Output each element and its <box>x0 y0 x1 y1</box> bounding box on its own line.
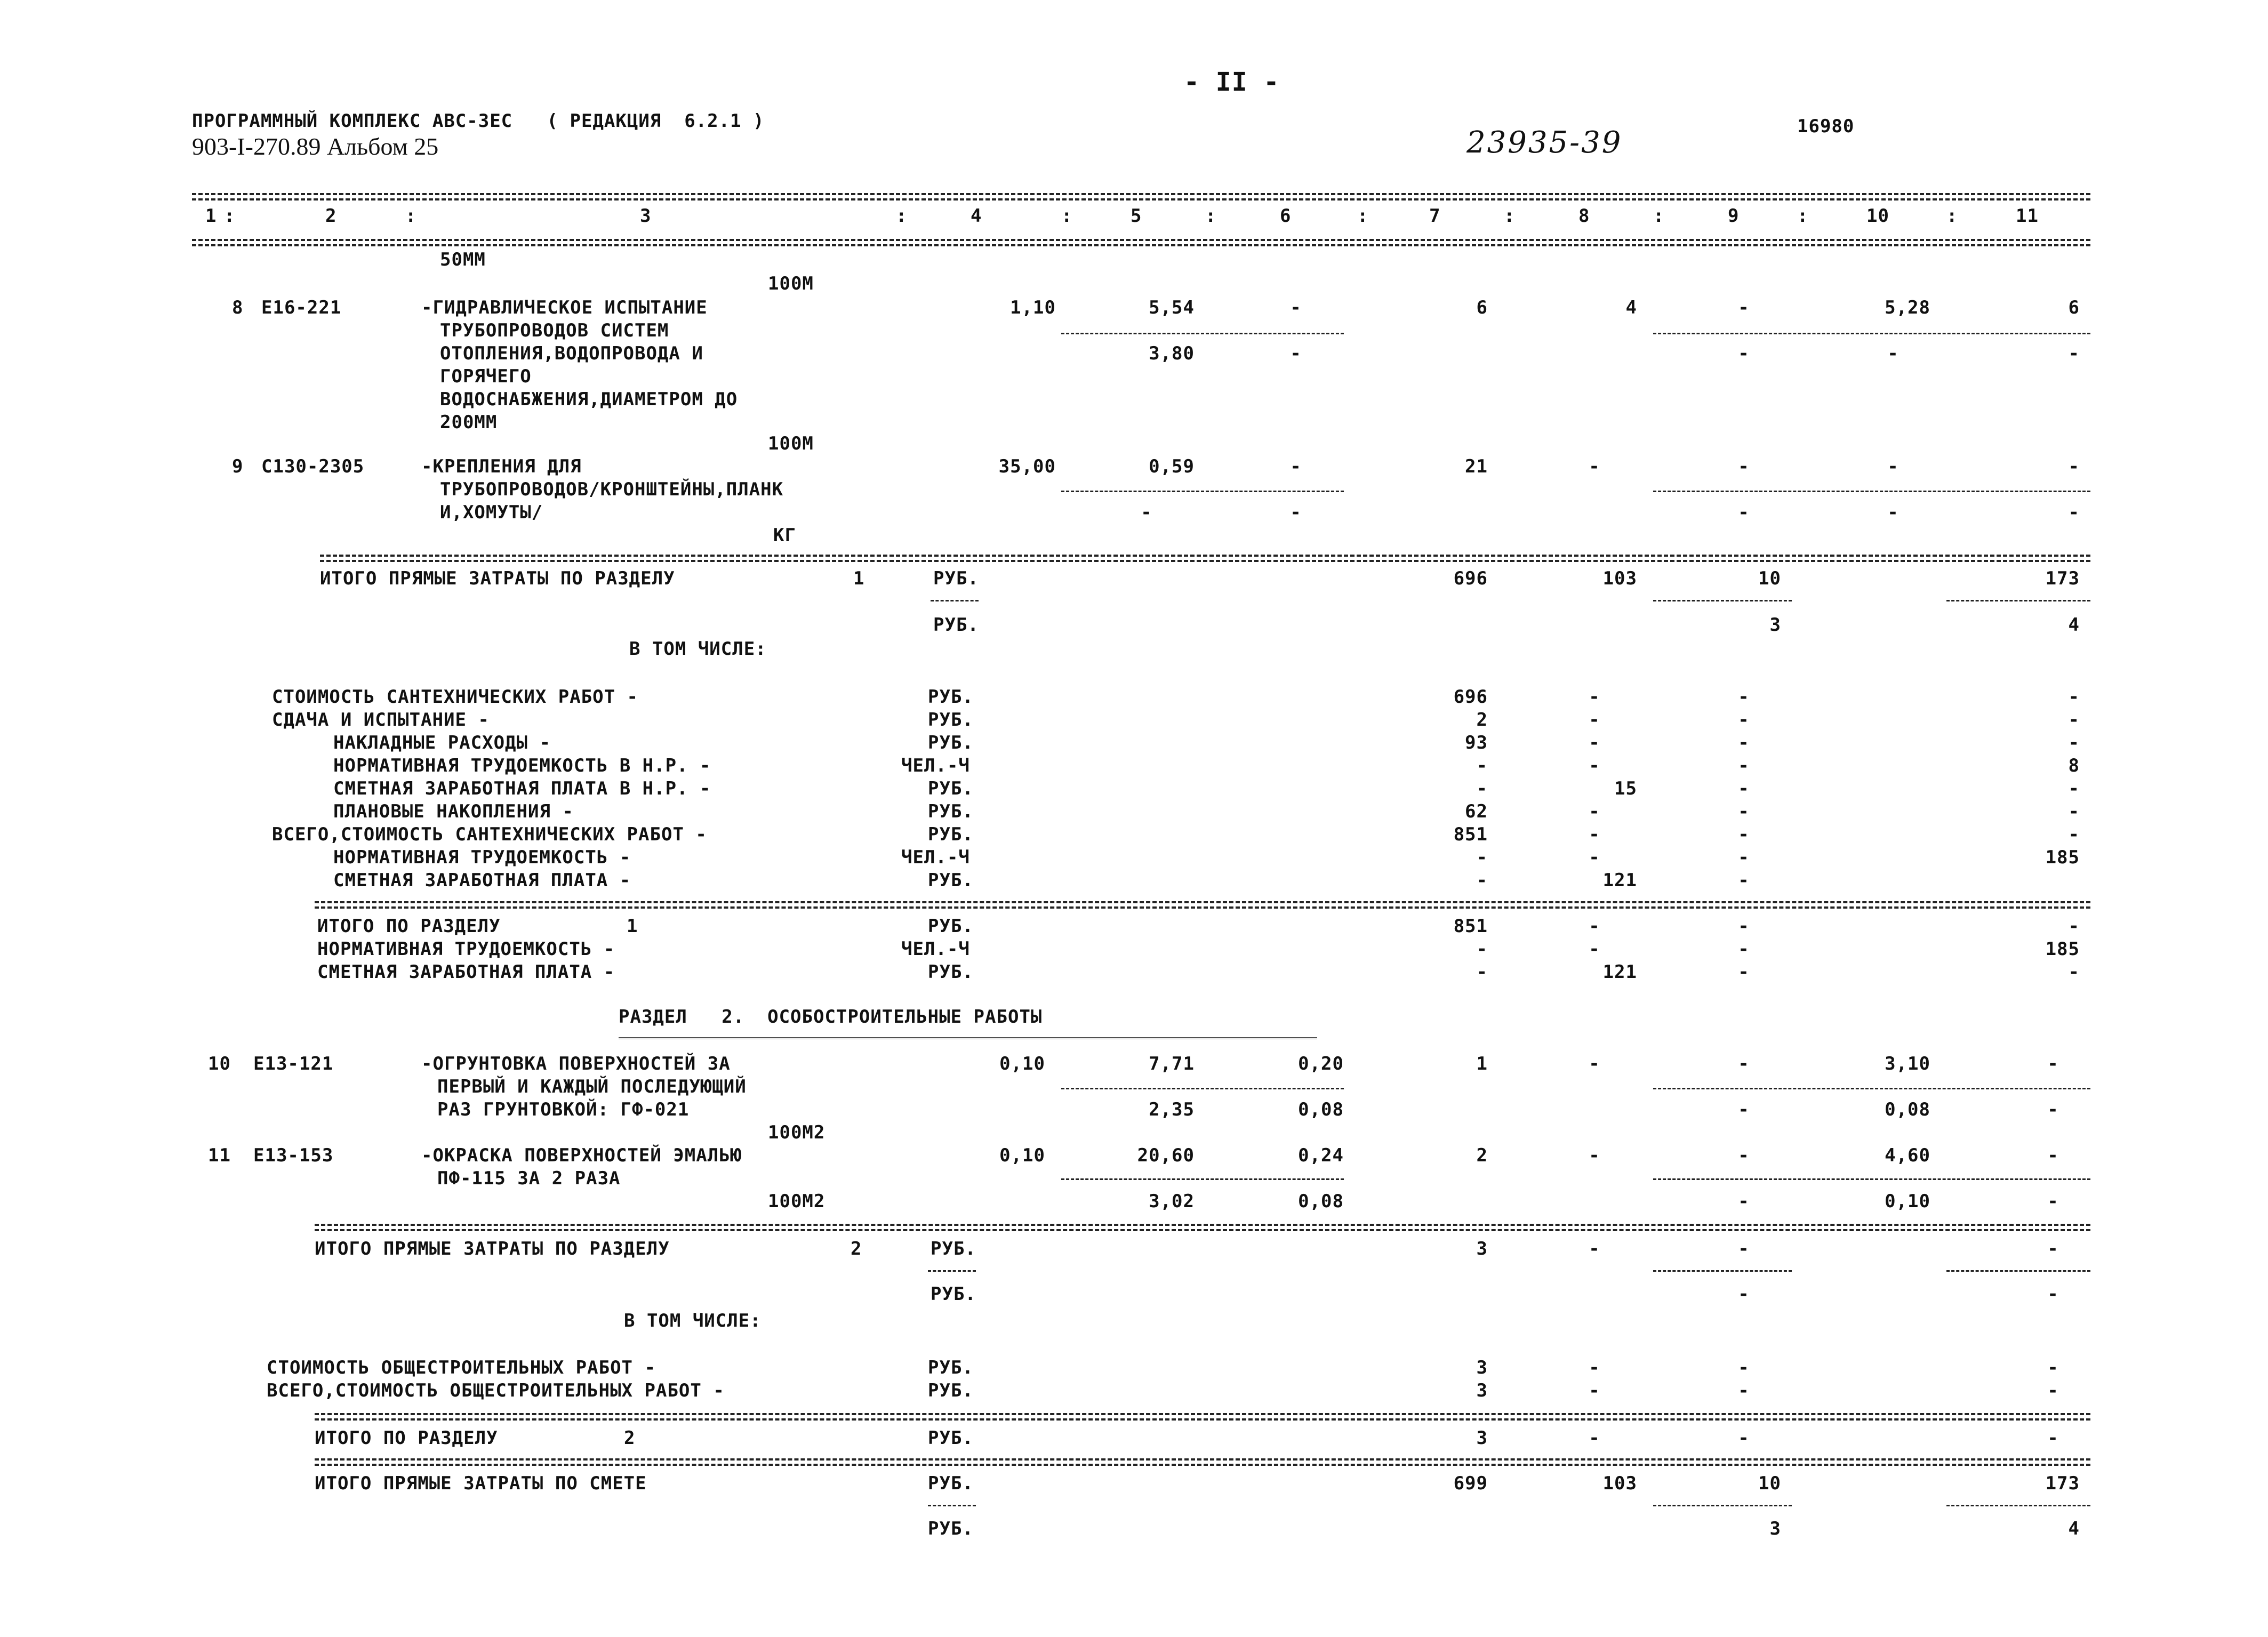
cell-c6-sub: - <box>1290 502 1302 523</box>
cell-c11: - <box>2047 1238 2059 1259</box>
cell-c11: - <box>2068 801 2080 822</box>
item-code: С130-2305 <box>261 456 365 477</box>
cell-c7: 3 <box>1476 1427 1488 1449</box>
cell-c10-sub: 0,08 <box>1885 1099 1930 1120</box>
cell-c10: - <box>1887 456 1899 477</box>
cell-c7: 93 <box>1465 732 1488 753</box>
cell-c11-sub: - <box>2047 1283 2059 1305</box>
cell-c11-sub: - <box>2068 343 2080 364</box>
cell-c8: - <box>1589 1238 1600 1259</box>
cell-c4: 0,10 <box>999 1145 1045 1166</box>
header-rule-bottom <box>192 239 2090 241</box>
cell-c7: - <box>1476 755 1488 776</box>
item-name-line: ТРУБОПРОВОДОВ/КРОНШТЕЙНЫ,ПЛАНК <box>440 479 784 500</box>
unit-label: РУБ. <box>928 709 974 731</box>
section-number: 1 <box>627 916 638 937</box>
breakdown-label: СТОИМОСТЬ САНТЕХНИЧЕСКИХ РАБОТ - <box>272 686 639 708</box>
cell-c8: - <box>1589 1053 1600 1074</box>
cell-c9: - <box>1738 916 1750 937</box>
cell-c4: 0,10 <box>999 1053 1045 1074</box>
cell-c8: - <box>1589 801 1600 822</box>
col-header-9: 9 <box>1728 205 1740 227</box>
unit-label: РУБ. <box>933 568 979 589</box>
cell-c11: - <box>2068 732 2080 753</box>
cell-c5-sub: 3,80 <box>1149 343 1195 364</box>
subtotal-rule <box>1061 1088 1344 1089</box>
cell-c11: - <box>2068 824 2080 845</box>
cell-c7: 696 <box>1453 686 1488 708</box>
including-label: В ТОМ ЧИСЛЕ: <box>629 638 767 660</box>
item-name-line: -ОГРУНТОВКА ПОВЕРХНОСТЕЙ ЗА <box>421 1053 731 1074</box>
cell-c7: 851 <box>1453 916 1488 937</box>
cell-c6: 0,20 <box>1298 1053 1344 1074</box>
cell-c11: - <box>2068 778 2080 799</box>
cell-c8: - <box>1589 847 1600 868</box>
unit-label: РУБ. <box>928 961 974 983</box>
item-number: 10 <box>208 1053 231 1074</box>
subtotal-rule <box>1653 1270 1792 1272</box>
section-title: РАЗДЕЛ 2. ОСОБОСТРОИТЕЛЬНЫЕ РАБОТЫ <box>619 1006 1043 1028</box>
item-unit: 100М <box>768 273 814 294</box>
col-sep: : <box>1061 205 1073 227</box>
cell-c8: 4 <box>1625 297 1637 318</box>
cell-c8: 103 <box>1602 1473 1637 1494</box>
cell-c6-sub: 0,08 <box>1298 1099 1344 1120</box>
breakdown-label: СМЕТНАЯ ЗАРАБОТНАЯ ПЛАТА В Н.Р. - <box>333 778 711 799</box>
cell-c9: - <box>1738 801 1750 822</box>
unit-label: РУБ. <box>928 1380 974 1401</box>
breakdown-label: НОРМАТИВНАЯ ТРУДОЕМКОСТЬ В Н.Р. - <box>333 755 711 776</box>
cell-c11-sub: 4 <box>2068 1518 2080 1539</box>
cell-c7: 6 <box>1476 297 1488 318</box>
cell-c9-sub: - <box>1738 1191 1750 1212</box>
cell-c9: - <box>1738 1053 1750 1074</box>
unit-rule <box>928 1505 976 1506</box>
item-name-line: РАЗ ГРУНТОВКОЙ: ГФ-021 <box>437 1099 690 1120</box>
cell-c9-sub: - <box>1738 1283 1750 1305</box>
cell-c8: - <box>1589 938 1600 960</box>
cell-c9: 10 <box>1758 568 1781 589</box>
unit-label: РУБ. <box>931 1283 976 1305</box>
cell-c5-sub: 2,35 <box>1149 1099 1195 1120</box>
cell-c9: - <box>1738 847 1750 868</box>
item-name-line: ПЕРВЫЙ И КАЖДЫЙ ПОСЛЕДУЮЩИЙ <box>437 1076 747 1097</box>
breakdown-label: СТОИМОСТЬ ОБЩЕСТРОИТЕЛЬНЫХ РАБОТ - <box>267 1357 656 1378</box>
unit-label: ЧЕЛ.-Ч <box>901 938 970 960</box>
item-unit: КГ <box>773 525 796 546</box>
cell-c11: - <box>2068 916 2080 937</box>
item-name-line: ПФ-115 ЗА 2 РАЗА <box>437 1168 621 1189</box>
section-rule-2 <box>315 1464 2090 1466</box>
subtotal-rule <box>1946 1505 2090 1506</box>
cell-c9: - <box>1738 1145 1750 1166</box>
breakdown-label: ВСЕГО,СТОИМОСТЬ ОБЩЕСТРОИТЕЛЬНЫХ РАБОТ - <box>267 1380 725 1401</box>
unit-label: РУБ. <box>928 778 974 799</box>
cell-c5-sub: - <box>1141 502 1152 523</box>
cell-c7: - <box>1476 938 1488 960</box>
cell-c6: - <box>1290 456 1302 477</box>
item-name-line: -КРЕПЛЕНИЯ ДЛЯ <box>421 456 582 477</box>
unit-label: РУБ. <box>928 916 974 937</box>
cell-c7: 1 <box>1476 1053 1488 1074</box>
item-number: 8 <box>232 297 244 318</box>
unit-rule <box>931 600 979 601</box>
col-sep: : <box>1357 205 1369 227</box>
item-unit: 100М <box>768 433 814 454</box>
cell-c9: - <box>1738 1238 1750 1259</box>
cell-c10-sub: - <box>1887 502 1899 523</box>
unit-label: РУБ. <box>928 1427 974 1449</box>
cell-c7: 2 <box>1476 1145 1488 1166</box>
section-rule-2 <box>320 560 2090 562</box>
section-number: 1 <box>853 568 865 589</box>
cell-c9: - <box>1738 1380 1750 1401</box>
cell-c7: 699 <box>1453 1473 1488 1494</box>
cell-c9: - <box>1738 1357 1750 1378</box>
cell-c9-sub: 3 <box>1769 1518 1781 1539</box>
cell-c11: - <box>2047 1145 2059 1166</box>
subtotal-rule <box>1061 491 1344 492</box>
cell-c11: - <box>2068 709 2080 731</box>
document-code: 16980 <box>1797 116 1855 137</box>
cell-c10: 5,28 <box>1885 297 1930 318</box>
cell-c4: 1,10 <box>1010 297 1056 318</box>
col-header-7: 7 <box>1429 205 1441 227</box>
section-rule-2 <box>315 1229 2090 1231</box>
unit-label: РУБ. <box>928 686 974 708</box>
cell-c9: - <box>1738 938 1750 960</box>
header-rule-bottom-2 <box>192 244 2090 246</box>
cell-c6-sub: 0,08 <box>1298 1191 1344 1212</box>
subtotal-rule <box>1653 1178 2090 1180</box>
col-sep: : <box>1205 205 1217 227</box>
breakdown-label: ПЛАНОВЫЕ НАКОПЛЕНИЯ - <box>333 801 574 822</box>
col-sep: : <box>896 205 908 227</box>
document-number: 23935-39 <box>1466 125 1623 160</box>
cell-c7: 3 <box>1476 1357 1488 1378</box>
unit-label: ЧЕЛ.-Ч <box>901 755 970 776</box>
item-code: Е16-221 <box>261 297 342 318</box>
cell-c9: - <box>1738 732 1750 753</box>
cell-c9-sub: - <box>1738 502 1750 523</box>
subtotal-rule <box>1061 1178 1344 1180</box>
cell-c6: - <box>1290 297 1302 318</box>
unit-label: РУБ. <box>931 1238 976 1259</box>
cell-c7: - <box>1476 847 1488 868</box>
cell-c11: - <box>2068 686 2080 708</box>
cell-c11: - <box>2047 1357 2059 1378</box>
subtotal-rule <box>1653 600 1792 601</box>
cell-c11: - <box>2047 1427 2059 1449</box>
unit-label: РУБ. <box>933 614 979 636</box>
unit-label: РУБ. <box>928 1473 974 1494</box>
col-header-10: 10 <box>1866 205 1889 227</box>
cell-c7: - <box>1476 961 1488 983</box>
cell-c7: - <box>1476 870 1488 891</box>
cell-c7: 3 <box>1476 1380 1488 1401</box>
cell-c8: - <box>1589 1427 1600 1449</box>
cell-c10: 3,10 <box>1885 1053 1930 1074</box>
unit-label: РУБ. <box>928 870 974 891</box>
section-rule <box>315 1413 2090 1415</box>
cell-c11-sub: - <box>2068 502 2080 523</box>
cell-c7: 696 <box>1453 568 1488 589</box>
item-name-line: ТРУБОПРОВОДОВ СИСТЕМ <box>440 320 669 341</box>
col-header-5: 5 <box>1131 205 1142 227</box>
cell-c5: 7,71 <box>1149 1053 1195 1074</box>
col-sep: : <box>1504 205 1516 227</box>
cell-c8: - <box>1589 686 1600 708</box>
cell-c8: - <box>1589 755 1600 776</box>
cell-c9: - <box>1738 456 1750 477</box>
item-name-line: ОТОПЛЕНИЯ,ВОДОПРОВОДА И <box>440 343 703 364</box>
cell-c8: 121 <box>1602 870 1637 891</box>
cell-c11: 185 <box>2045 847 2080 868</box>
item-name-line: ГОРЯЧЕГО <box>440 366 532 387</box>
page-number: - II - <box>1184 67 1280 97</box>
cell-c9: - <box>1738 686 1750 708</box>
cell-c4: 35,00 <box>998 456 1056 477</box>
total-direct-label: ИТОГО ПРЯМЫЕ ЗАТРАТЫ ПО РАЗДЕЛУ <box>315 1238 670 1259</box>
cell-c8: 103 <box>1602 568 1637 589</box>
cell-c11: - <box>2047 1380 2059 1401</box>
col-header-3: 3 <box>640 205 652 227</box>
section-total-label: ИТОГО ПО РАЗДЕЛУ <box>315 1427 498 1449</box>
col-sep: : <box>405 205 417 227</box>
subtotal-rule <box>1653 491 2090 492</box>
col-header-8: 8 <box>1578 205 1590 227</box>
cell-c5-sub: 3,02 <box>1149 1191 1195 1212</box>
total-direct-label: ИТОГО ПРЯМЫЕ ЗАТРАТЫ ПО РАЗДЕЛУ <box>320 568 675 589</box>
cell-c8: - <box>1589 916 1600 937</box>
cell-c7: 62 <box>1465 801 1488 822</box>
item-name-line: И,ХОМУТЫ/ <box>440 502 543 523</box>
cell-c8: - <box>1589 709 1600 731</box>
cell-c9: - <box>1738 778 1750 799</box>
col-header-4: 4 <box>971 205 982 227</box>
cell-c7: - <box>1476 778 1488 799</box>
cell-c9-sub: - <box>1738 343 1750 364</box>
unit-label: РУБ. <box>928 1518 974 1539</box>
cell-c8: 15 <box>1614 778 1637 799</box>
cell-c11-sub: - <box>2047 1099 2059 1120</box>
cell-c10-sub: 0,10 <box>1885 1191 1930 1212</box>
header-rule-top <box>192 193 2090 195</box>
col-header-6: 6 <box>1280 205 1292 227</box>
cell-c6: 0,24 <box>1298 1145 1344 1166</box>
cell-c11: 173 <box>2045 1473 2080 1494</box>
unit-label: РУБ. <box>928 824 974 845</box>
cell-c11: - <box>2047 1053 2059 1074</box>
col-header-1: 1 <box>205 205 217 227</box>
cell-c10-sub: - <box>1887 343 1899 364</box>
cell-c11: 6 <box>2068 297 2080 318</box>
item-unit: 50ММ <box>440 249 486 270</box>
section-rule <box>320 555 2090 557</box>
header-rule-top-2 <box>192 198 2090 200</box>
cell-c8: - <box>1589 456 1600 477</box>
subtotal-rule <box>1946 1270 2090 1272</box>
cell-c9: - <box>1738 709 1750 731</box>
col-sep: : <box>1653 205 1665 227</box>
col-sep: : <box>1797 205 1809 227</box>
cell-c5: 20,60 <box>1137 1145 1195 1166</box>
section-title-underline <box>619 1037 1317 1041</box>
cell-c8: - <box>1589 1357 1600 1378</box>
program-title: ПРОГРАММНЫЙ КОМПЛЕКС АВС-3ЕС ( РЕДАКЦИЯ 6.2.1 ) <box>192 110 765 132</box>
cell-c11-sub: - <box>2047 1191 2059 1212</box>
cell-c9: - <box>1738 1427 1750 1449</box>
section-rule <box>315 1224 2090 1226</box>
cell-c8: 121 <box>1602 961 1637 983</box>
grand-total-label: ИТОГО ПРЯМЫЕ ЗАТРАТЫ ПО СМЕТЕ <box>315 1473 647 1494</box>
subtotal-rule <box>1946 600 2090 601</box>
cell-c9: - <box>1738 824 1750 845</box>
cell-c5: 5,54 <box>1149 297 1195 318</box>
col-header-11: 11 <box>2016 205 2039 227</box>
item-name-line: -ОКРАСКА ПОВЕРХНОСТЕЙ ЭМАЛЬЮ <box>421 1145 742 1166</box>
cell-c7: 2 <box>1476 709 1488 731</box>
subtotal-rule <box>1653 333 2090 334</box>
unit-rule <box>928 1270 976 1272</box>
section-rule-2 <box>315 1418 2090 1421</box>
breakdown-label: СМЕТНАЯ ЗАРАБОТНАЯ ПЛАТА - <box>333 870 631 891</box>
section-total-label: ИТОГО ПО РАЗДЕЛУ <box>317 916 501 937</box>
col-header-2: 2 <box>325 205 337 227</box>
cell-c11: 185 <box>2045 938 2080 960</box>
section-rule-2 <box>315 906 2090 909</box>
subtotal-rule <box>1061 333 1344 334</box>
item-name-line: 200ММ <box>440 412 498 433</box>
breakdown-label: НАКЛАДНЫЕ РАСХОДЫ - <box>333 732 551 753</box>
subtotal-rule <box>1653 1088 2090 1089</box>
item-number: 9 <box>232 456 244 477</box>
cell-c9: - <box>1738 961 1750 983</box>
unit-label: РУБ. <box>928 732 974 753</box>
breakdown-label: ВСЕГО,СТОИМОСТЬ САНТЕХНИЧЕСКИХ РАБОТ - <box>272 824 707 845</box>
cell-c9: - <box>1738 755 1750 776</box>
cell-c7: 3 <box>1476 1238 1488 1259</box>
album-title: 903-I-270.89 Альбом 25 <box>192 133 439 160</box>
section-rule <box>315 1458 2090 1461</box>
cell-c7: 21 <box>1465 456 1488 477</box>
cell-c6-sub: - <box>1290 343 1302 364</box>
section-rule <box>315 901 2090 903</box>
cell-c8: - <box>1589 732 1600 753</box>
section-total-label: НОРМАТИВНАЯ ТРУДОЕМКОСТЬ - <box>317 938 615 960</box>
cell-c9: - <box>1738 870 1750 891</box>
cell-c9-sub: - <box>1738 1099 1750 1120</box>
including-label: В ТОМ ЧИСЛЕ: <box>624 1310 762 1331</box>
section-total-label: СМЕТНАЯ ЗАРАБОТНАЯ ПЛАТА - <box>317 961 615 983</box>
col-sep: : <box>224 205 236 227</box>
unit-label: РУБ. <box>928 1357 974 1378</box>
item-number: 11 <box>208 1145 231 1166</box>
cell-c11: - <box>2068 961 2080 983</box>
cell-c11-sub: 4 <box>2068 614 2080 636</box>
cell-c10: 4,60 <box>1885 1145 1930 1166</box>
section-number: 2 <box>624 1427 636 1449</box>
item-name-line: -ГИДРАВЛИЧЕСКОЕ ИСПЫТАНИЕ <box>421 297 708 318</box>
cell-c9: 10 <box>1758 1473 1781 1494</box>
cell-c11: 173 <box>2045 568 2080 589</box>
cell-c8: - <box>1589 1145 1600 1166</box>
cell-c5: 0,59 <box>1149 456 1195 477</box>
cell-c9: - <box>1738 297 1750 318</box>
breakdown-label: СДАЧА И ИСПЫТАНИЕ - <box>272 709 490 731</box>
item-code: Е13-121 <box>253 1053 334 1074</box>
item-code: Е13-153 <box>253 1145 334 1166</box>
cell-c9-sub: 3 <box>1769 614 1781 636</box>
item-unit: 100М2 <box>768 1191 826 1212</box>
breakdown-label: НОРМАТИВНАЯ ТРУДОЕМКОСТЬ - <box>333 847 631 868</box>
section-number: 2 <box>851 1238 862 1259</box>
unit-label: РУБ. <box>928 801 974 822</box>
item-name-line: ВОДОСНАБЖЕНИЯ,ДИАМЕТРОМ ДО <box>440 389 738 410</box>
unit-label: ЧЕЛ.-Ч <box>901 847 970 868</box>
cell-c11: - <box>2068 456 2080 477</box>
cell-c8: - <box>1589 1380 1600 1401</box>
subtotal-rule <box>1653 1505 1792 1506</box>
cell-c8: - <box>1589 824 1600 845</box>
cell-c7: 851 <box>1453 824 1488 845</box>
item-unit: 100М2 <box>768 1122 826 1143</box>
col-sep: : <box>1946 205 1958 227</box>
cell-c11: 8 <box>2068 755 2080 776</box>
